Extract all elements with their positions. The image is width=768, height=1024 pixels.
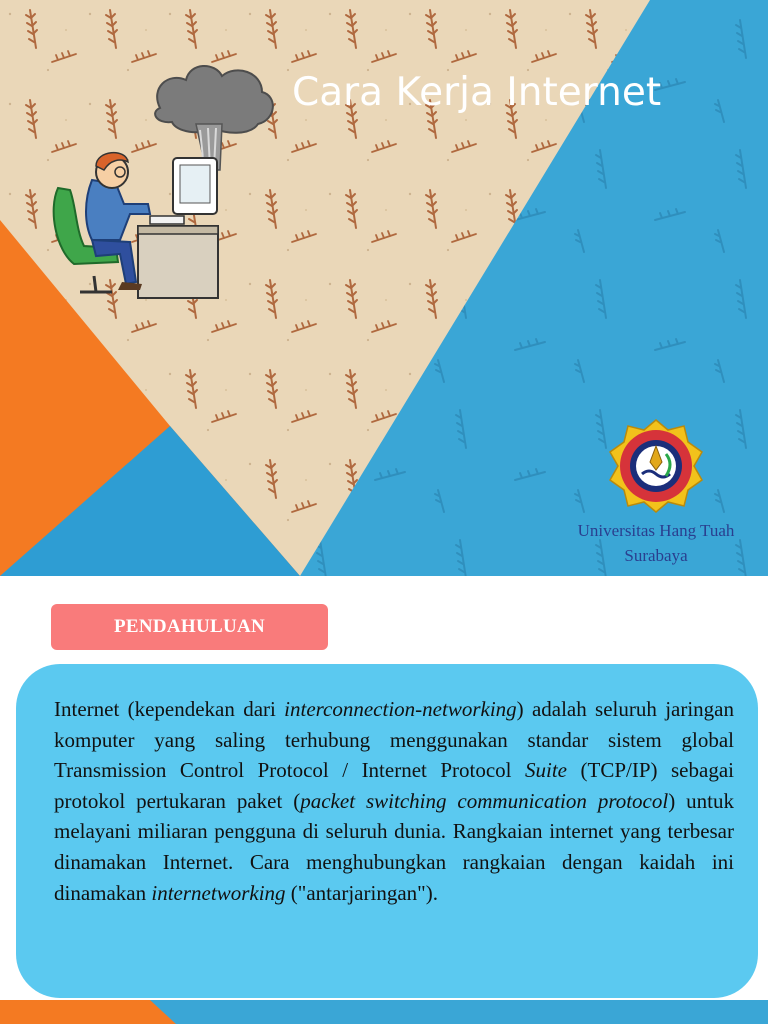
bottom-strip bbox=[0, 1000, 768, 1024]
paragraph-italic-run: internetworking bbox=[151, 880, 286, 905]
paragraph-run: ) untuk melayani miliaran pengguna di seluruh dunia. Rangkaian internet yang terbesar dinamakan Internet. Cara menghubungkan rangkaian dengan kaidah ini dinamakan bbox=[54, 788, 734, 905]
paragraph-run: ("antarjaringan"). bbox=[285, 880, 438, 905]
paragraph-italic-run: interconnection-networking bbox=[284, 697, 517, 721]
paragraph-run: Internet (kependekan dari bbox=[54, 697, 285, 721]
section-label: PENDAHULUAN bbox=[51, 604, 328, 650]
slide-title: Cara Kerja Internet bbox=[292, 70, 662, 115]
university-name-line2: Surabaya bbox=[624, 546, 688, 565]
university-crest-icon bbox=[608, 418, 704, 514]
paragraph-italic-run: packet switching communication protocol bbox=[300, 788, 669, 813]
paragraph-run: ) adalah seluruh jaringan komputer yang saling terhubung menggunakan standar sistem global Transmission Control Protocol / Internet Protocol bbox=[54, 697, 734, 783]
university-name bbox=[548, 518, 764, 568]
paragraph-italic-run: Suite bbox=[525, 758, 568, 783]
content-card bbox=[16, 664, 758, 998]
intro-paragraph bbox=[54, 694, 734, 908]
paragraph-run: (TCP/IP) sebagai protokol pertukaran paket ( bbox=[54, 758, 734, 813]
university-name-line1: Universitas Hang Tuah bbox=[577, 521, 735, 540]
